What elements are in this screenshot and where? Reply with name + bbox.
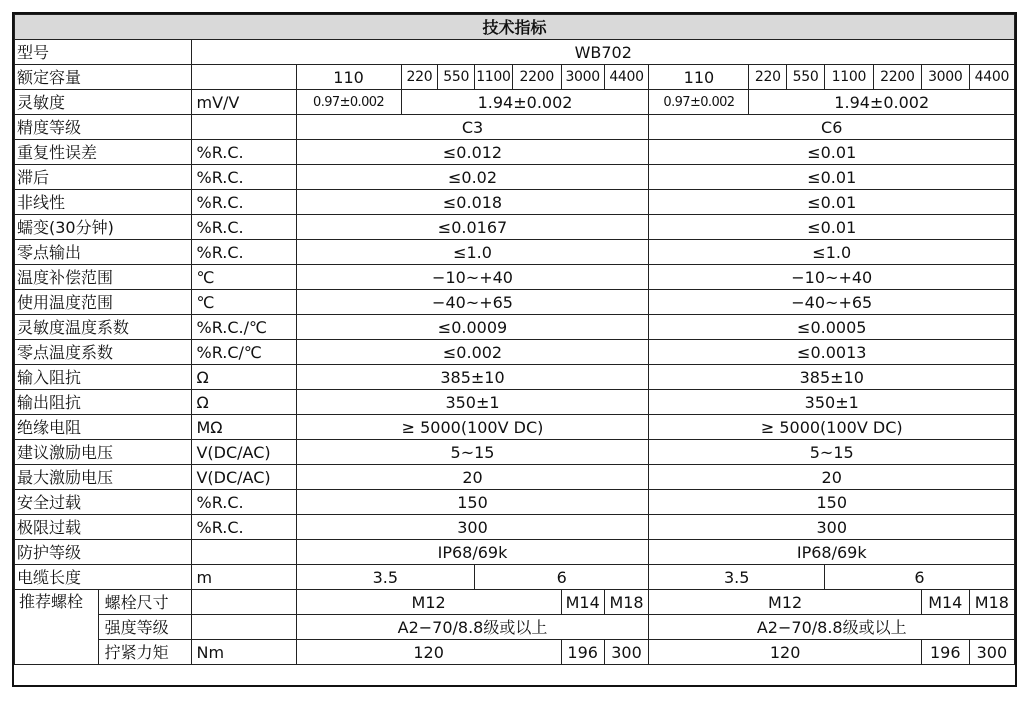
- row-label: 极限过载: [15, 515, 192, 540]
- row-label: 精度等级: [15, 115, 192, 140]
- row-label: 拧紧力矩: [98, 640, 192, 665]
- unit-cell: %R.C./℃: [192, 315, 296, 340]
- left-value: 20: [296, 465, 649, 490]
- left-value: 5~15: [296, 440, 649, 465]
- unit-cell: ℃: [192, 290, 296, 315]
- unit-cell: %R.C.: [192, 190, 296, 215]
- spec-row: [15, 165, 1015, 190]
- right-value: ≤0.01: [649, 215, 1015, 240]
- capacity-cell: 3000: [561, 65, 604, 90]
- row-label: 蠕变(30分钟): [15, 215, 192, 240]
- unit-cell: %R.C.: [192, 490, 296, 515]
- spec-row: [15, 515, 1015, 540]
- sensitivity-value: 0.97±0.002: [296, 90, 401, 115]
- spec-sheet: [12, 12, 1017, 687]
- right-value: ≤0.0005: [649, 315, 1015, 340]
- capacity-cell: 110: [649, 65, 749, 90]
- unit-cell: %R.C.: [192, 515, 296, 540]
- unit-cell: m: [192, 565, 296, 590]
- spec-row: [15, 415, 1015, 440]
- capacity-cell: 1100: [475, 65, 513, 90]
- unit-cell: [192, 115, 296, 140]
- spec-row: [15, 265, 1015, 290]
- bolt-grade-value: A2−70/8.8级或以上: [649, 615, 1015, 640]
- unit-cell: [192, 540, 296, 565]
- title-row: [15, 15, 1015, 40]
- capacity-cell: 4400: [604, 65, 649, 90]
- row-label: 安全过载: [15, 490, 192, 515]
- row-label: 额定容量: [15, 65, 192, 90]
- spec-row: [15, 140, 1015, 165]
- row-label: 最大激励电压: [15, 465, 192, 490]
- model-value: WB702: [192, 40, 1015, 65]
- torque-value: 120: [296, 640, 561, 665]
- capacity-row: [15, 65, 1015, 90]
- left-value: C3: [296, 115, 649, 140]
- capacity-cell: 2200: [873, 65, 921, 90]
- sensitivity-value: 1.94±0.002: [401, 90, 649, 115]
- cable-value: 6: [475, 565, 649, 590]
- right-value: IP68/69k: [649, 540, 1015, 565]
- bolt-size-value: M12: [296, 590, 561, 615]
- unit-cell: Ω: [192, 365, 296, 390]
- bolt-grade-row: [15, 615, 1015, 640]
- capacity-cell: 220: [401, 65, 438, 90]
- right-value: 20: [649, 465, 1015, 490]
- bolt-size-value: M14: [921, 590, 969, 615]
- unit-cell: ℃: [192, 265, 296, 290]
- bolt-size-value: M12: [649, 590, 921, 615]
- bolt-size-value: M14: [561, 590, 604, 615]
- cable-value: 3.5: [296, 565, 475, 590]
- right-value: ≤0.01: [649, 190, 1015, 215]
- right-value: ≤1.0: [649, 240, 1015, 265]
- unit-cell: %R.C.: [192, 215, 296, 240]
- left-value: 150: [296, 490, 649, 515]
- unit-cell: V(DC/AC): [192, 465, 296, 490]
- capacity-cell: 4400: [969, 65, 1014, 90]
- left-value: ≤0.012: [296, 140, 649, 165]
- spec-row: [15, 440, 1015, 465]
- spec-row: [15, 290, 1015, 315]
- torque-value: 120: [649, 640, 921, 665]
- capacity-cell: 550: [787, 65, 825, 90]
- unit-cell: %R.C.: [192, 240, 296, 265]
- spec-row: [15, 315, 1015, 340]
- bolt-grade-value: A2−70/8.8级或以上: [296, 615, 649, 640]
- torque-value: 300: [969, 640, 1014, 665]
- capacity-cell: 110: [296, 65, 401, 90]
- table-title: 技术指标: [15, 15, 1015, 40]
- right-value: ≤0.0013: [649, 340, 1015, 365]
- right-value: 385±10: [649, 365, 1015, 390]
- left-value: 350±1: [296, 390, 649, 415]
- right-value: ≤0.01: [649, 140, 1015, 165]
- right-value: ≤0.01: [649, 165, 1015, 190]
- spec-row: [15, 365, 1015, 390]
- unit-cell: %R.C.: [192, 140, 296, 165]
- unit-cell: V(DC/AC): [192, 440, 296, 465]
- torque-value: 196: [561, 640, 604, 665]
- left-value: −10~+40: [296, 265, 649, 290]
- unit-cell: mV/V: [192, 90, 296, 115]
- right-value: 300: [649, 515, 1015, 540]
- row-label: 输出阻抗: [15, 390, 192, 415]
- bolt-torque-row: [15, 640, 1015, 665]
- unit-cell: %R.C.: [192, 165, 296, 190]
- row-label: 型号: [15, 40, 192, 65]
- capacity-cell: 550: [438, 65, 475, 90]
- unit-cell: Nm: [192, 640, 296, 665]
- bolt-size-value: M18: [604, 590, 649, 615]
- row-label: 输入阻抗: [15, 365, 192, 390]
- cable-value: 3.5: [649, 565, 824, 590]
- spec-table: [14, 14, 1015, 665]
- row-label: 温度补偿范围: [15, 265, 192, 290]
- spec-row: [15, 115, 1015, 140]
- row-label: 螺栓尺寸: [98, 590, 192, 615]
- cable-value: 6: [824, 565, 1014, 590]
- bolt-size-value: M18: [969, 590, 1014, 615]
- spec-row: [15, 390, 1015, 415]
- unit-cell: MΩ: [192, 415, 296, 440]
- row-label: 电缆长度: [15, 565, 192, 590]
- left-value: −40~+65: [296, 290, 649, 315]
- left-value: ≥ 5000(100V DC): [296, 415, 649, 440]
- capacity-cell: 220: [749, 65, 787, 90]
- left-value: IP68/69k: [296, 540, 649, 565]
- spec-row: [15, 240, 1015, 265]
- spec-row: [15, 340, 1015, 365]
- left-value: ≤0.0167: [296, 215, 649, 240]
- right-value: −10~+40: [649, 265, 1015, 290]
- left-value: 300: [296, 515, 649, 540]
- row-label: 灵敏度温度系数: [15, 315, 192, 340]
- model-row: [15, 40, 1015, 65]
- spec-row: [15, 465, 1015, 490]
- cable-row: [15, 565, 1015, 590]
- right-value: ≥ 5000(100V DC): [649, 415, 1015, 440]
- left-value: ≤0.02: [296, 165, 649, 190]
- spec-row: [15, 190, 1015, 215]
- row-label: 滞后: [15, 165, 192, 190]
- left-value: ≤0.018: [296, 190, 649, 215]
- capacity-cell: 2200: [512, 65, 561, 90]
- right-value: C6: [649, 115, 1015, 140]
- spec-row: [15, 215, 1015, 240]
- unit-cell: [192, 65, 296, 90]
- row-label: 强度等级: [98, 615, 192, 640]
- row-label: 防护等级: [15, 540, 192, 565]
- row-label: 零点温度系数: [15, 340, 192, 365]
- torque-value: 300: [604, 640, 649, 665]
- right-value: −40~+65: [649, 290, 1015, 315]
- left-value: 385±10: [296, 365, 649, 390]
- row-label: 重复性误差: [15, 140, 192, 165]
- row-label: 灵敏度: [15, 90, 192, 115]
- unit-cell: [192, 615, 296, 640]
- spec-row: [15, 540, 1015, 565]
- right-value: 5~15: [649, 440, 1015, 465]
- sensitivity-value: 0.97±0.002: [649, 90, 749, 115]
- row-label: 非线性: [15, 190, 192, 215]
- sensitivity-row: [15, 90, 1015, 115]
- sensitivity-value: 1.94±0.002: [749, 90, 1015, 115]
- bolt-group-label: 推荐螺栓: [15, 590, 99, 665]
- left-value: ≤0.0009: [296, 315, 649, 340]
- unit-cell: [192, 590, 296, 615]
- capacity-cell: 3000: [921, 65, 969, 90]
- row-label: 绝缘电阻: [15, 415, 192, 440]
- bolt-size-row: [15, 590, 1015, 615]
- torque-value: 196: [921, 640, 969, 665]
- row-label: 零点输出: [15, 240, 192, 265]
- capacity-cell: 1100: [824, 65, 873, 90]
- row-label: 建议激励电压: [15, 440, 192, 465]
- left-value: ≤1.0: [296, 240, 649, 265]
- right-value: 150: [649, 490, 1015, 515]
- unit-cell: Ω: [192, 390, 296, 415]
- left-value: ≤0.002: [296, 340, 649, 365]
- spec-row: [15, 490, 1015, 515]
- right-value: 350±1: [649, 390, 1015, 415]
- row-label: 使用温度范围: [15, 290, 192, 315]
- unit-cell: %R.C/℃: [192, 340, 296, 365]
